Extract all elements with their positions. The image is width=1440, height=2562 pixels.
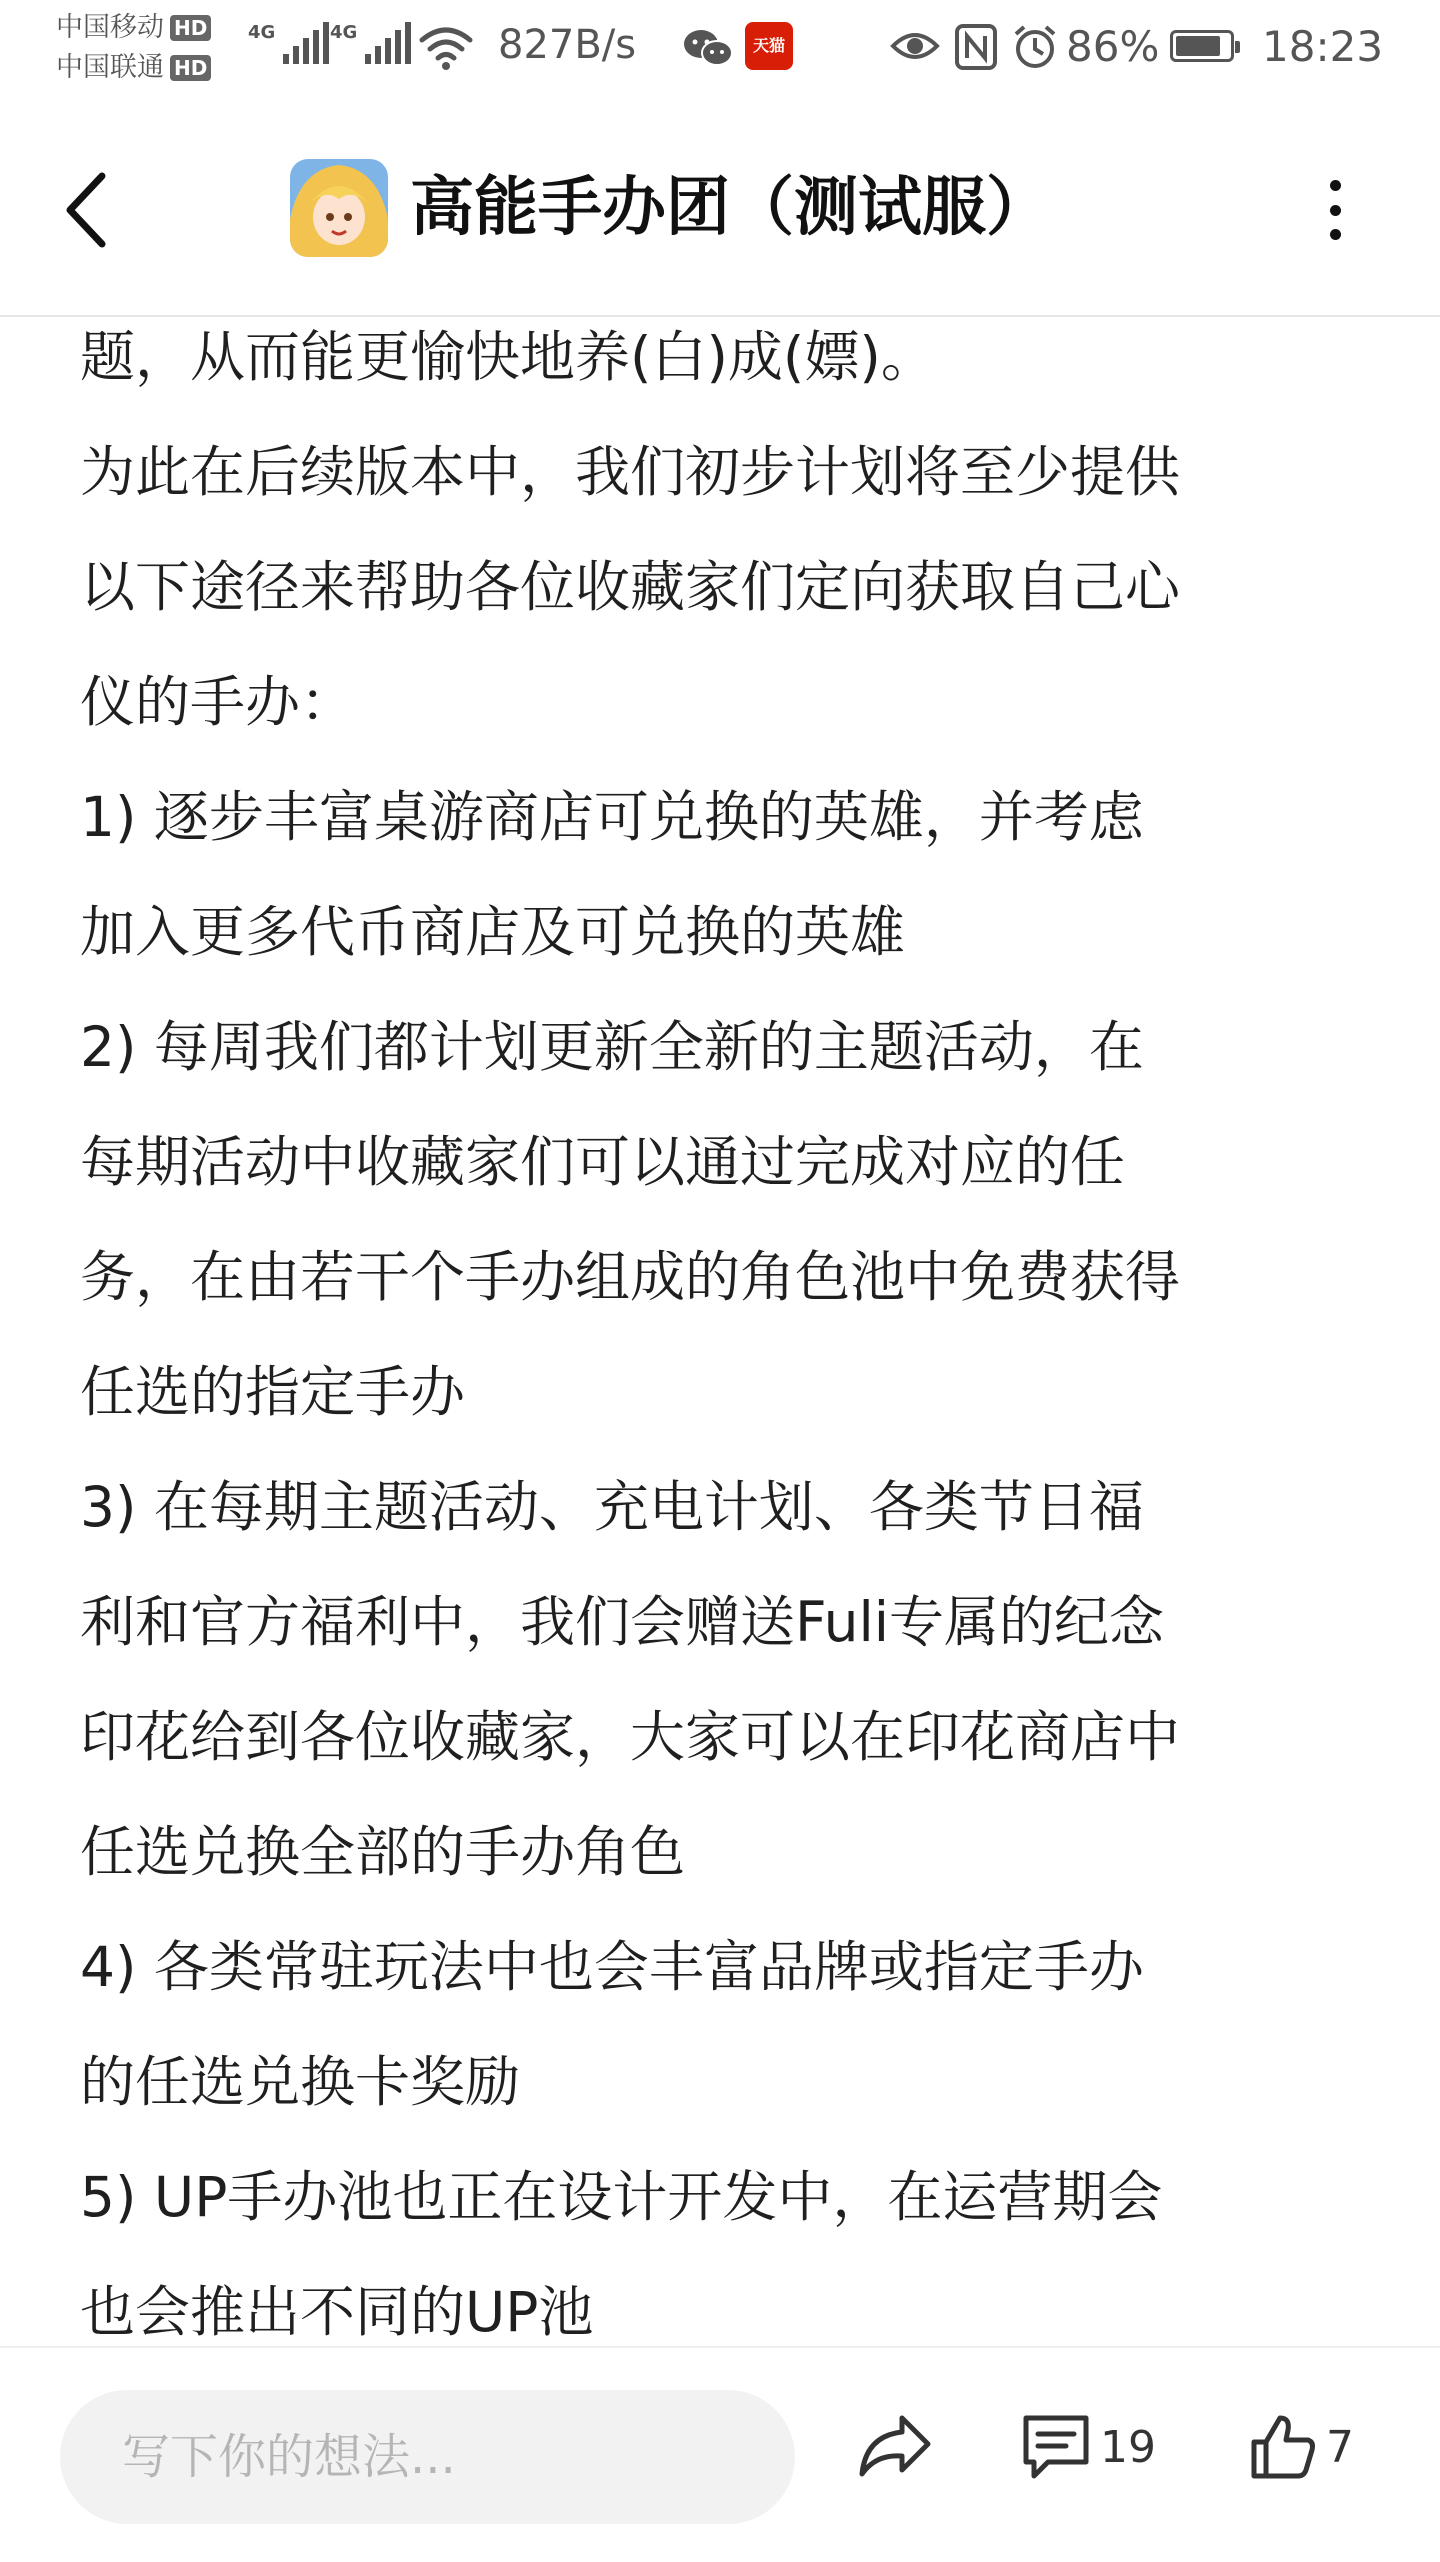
bottom-action-bar <box>0 2346 1440 2562</box>
share-icon <box>858 2412 932 2478</box>
article-line: 5) UP手办池也正在设计开发中，在运营期会 <box>80 2165 1163 2229</box>
article-line: 加入更多代币商店及可兑换的英雄 <box>80 900 906 964</box>
article-line: 以下途径来帮助各位收藏家们定向获取自己心 <box>80 555 1181 619</box>
article-line: 务，在由若干个手办组成的角色池中免费获得 <box>80 1245 1181 1309</box>
battery-percent: 86% <box>1066 22 1160 71</box>
article-line: 题，从而能更愉快地养(白)成(嫖)。 <box>80 325 936 389</box>
article-body <box>80 300 1380 2370</box>
share-button[interactable] <box>858 2412 932 2478</box>
carrier-2 <box>56 48 211 88</box>
thumbs-up-icon <box>1248 2412 1318 2482</box>
network-speed: 827B/s <box>498 22 637 68</box>
article-line: 4) 各类常驻玩法中也会丰富品牌或指定手办 <box>80 1935 1144 1999</box>
eye-icon <box>890 26 940 66</box>
app-header <box>0 100 1440 317</box>
hd-badge: HD <box>170 15 211 41</box>
clock: 18:23 <box>1262 22 1384 71</box>
nfc-icon <box>955 24 997 70</box>
carrier-1-name: 中国移动 <box>56 12 164 43</box>
page-title: 高能手办团（测试服） <box>410 171 1050 245</box>
article-line: 任选的指定手办 <box>80 1360 466 1424</box>
battery-icon <box>1170 30 1234 62</box>
article-line: 印花给到各位收藏家，大家可以在印花商店中 <box>80 1705 1181 1769</box>
battery-fill <box>1176 36 1220 56</box>
alarm-icon <box>1012 24 1058 70</box>
wifi-icon <box>418 26 474 70</box>
article-line: 任选兑换全部的手办角色 <box>80 1820 686 1884</box>
carrier-1 <box>56 8 211 48</box>
tmall-icon <box>745 22 793 70</box>
article-line: 的任选兑换卡奖励 <box>80 2050 521 2114</box>
game-avatar <box>290 159 388 257</box>
article-line: 利和官方福利中，我们会赠送Fuli专属的纪念 <box>80 1590 1165 1654</box>
hd-badge: HD <box>170 55 211 81</box>
back-arrow-icon[interactable] <box>60 170 120 250</box>
article-line: 2) 每周我们都计划更新全新的主题活动，在 <box>80 1015 1144 1079</box>
comment-count: 19 <box>1100 2421 1156 2473</box>
article-line: 仪的手办： <box>80 670 356 734</box>
article-line: 也会推出不同的UP池 <box>80 2280 594 2344</box>
wechat-icon <box>683 28 733 68</box>
network-type-label: 4G <box>330 22 358 43</box>
signal-icon <box>330 22 411 64</box>
comment-input[interactable]: 写下你的想法... <box>60 2390 795 2524</box>
article-line: 每期活动中收藏家们可以通过完成对应的任 <box>80 1130 1126 1194</box>
comment-count-button[interactable] <box>1020 2412 1156 2482</box>
status-bar <box>0 0 1440 100</box>
article-line: 1) 逐步丰富桌游商店可兑换的英雄，并考虑 <box>80 785 1144 849</box>
signal-icon <box>248 22 329 64</box>
comment-icon <box>1020 2412 1092 2482</box>
more-options-icon[interactable] <box>1310 180 1360 240</box>
tmall-label: 天猫 <box>752 36 785 55</box>
like-count: 7 <box>1326 2421 1354 2473</box>
article-line: 3) 在每期主题活动、充电计划、各类节日福 <box>80 1475 1144 1539</box>
like-button[interactable] <box>1248 2412 1354 2482</box>
carrier-info <box>56 8 211 88</box>
network-type-label: 4G <box>248 22 276 43</box>
article-line: 为此在后续版本中，我们初步计划将至少提供 <box>80 440 1181 504</box>
carrier-2-name: 中国联通 <box>56 52 164 83</box>
